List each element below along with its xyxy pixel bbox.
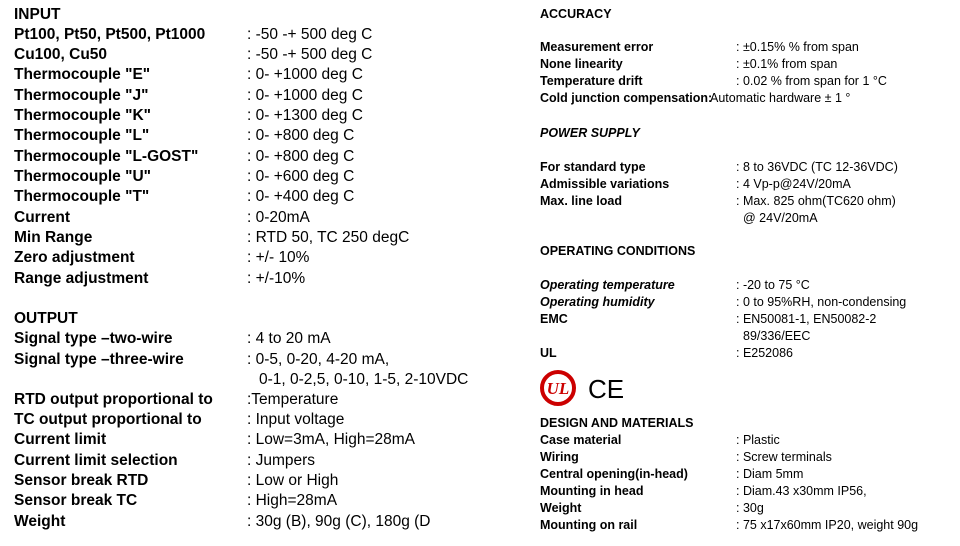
ce-mark-text: CE <box>587 374 625 404</box>
line-load-continuation: @ 24V/20mA <box>743 211 818 225</box>
design-heading: DESIGN AND MATERIALS <box>540 416 694 430</box>
input-heading: INPUT <box>14 6 61 23</box>
emc-continuation: 89/336/EEC <box>743 329 811 343</box>
ul-logo-text: UL <box>546 379 570 398</box>
power-heading: POWER SUPPLY <box>540 126 640 140</box>
operating-heading: OPERATING CONDITIONS <box>540 244 696 258</box>
output-heading: OUTPUT <box>14 310 78 327</box>
three-wire-continuation: 0-1, 0-2,5, 0-10, 1-5, 2-10VDC <box>259 371 469 388</box>
certification-logos <box>540 368 650 408</box>
accuracy-heading: ACCURACY <box>540 7 612 21</box>
ul-logo-icon <box>540 368 650 408</box>
